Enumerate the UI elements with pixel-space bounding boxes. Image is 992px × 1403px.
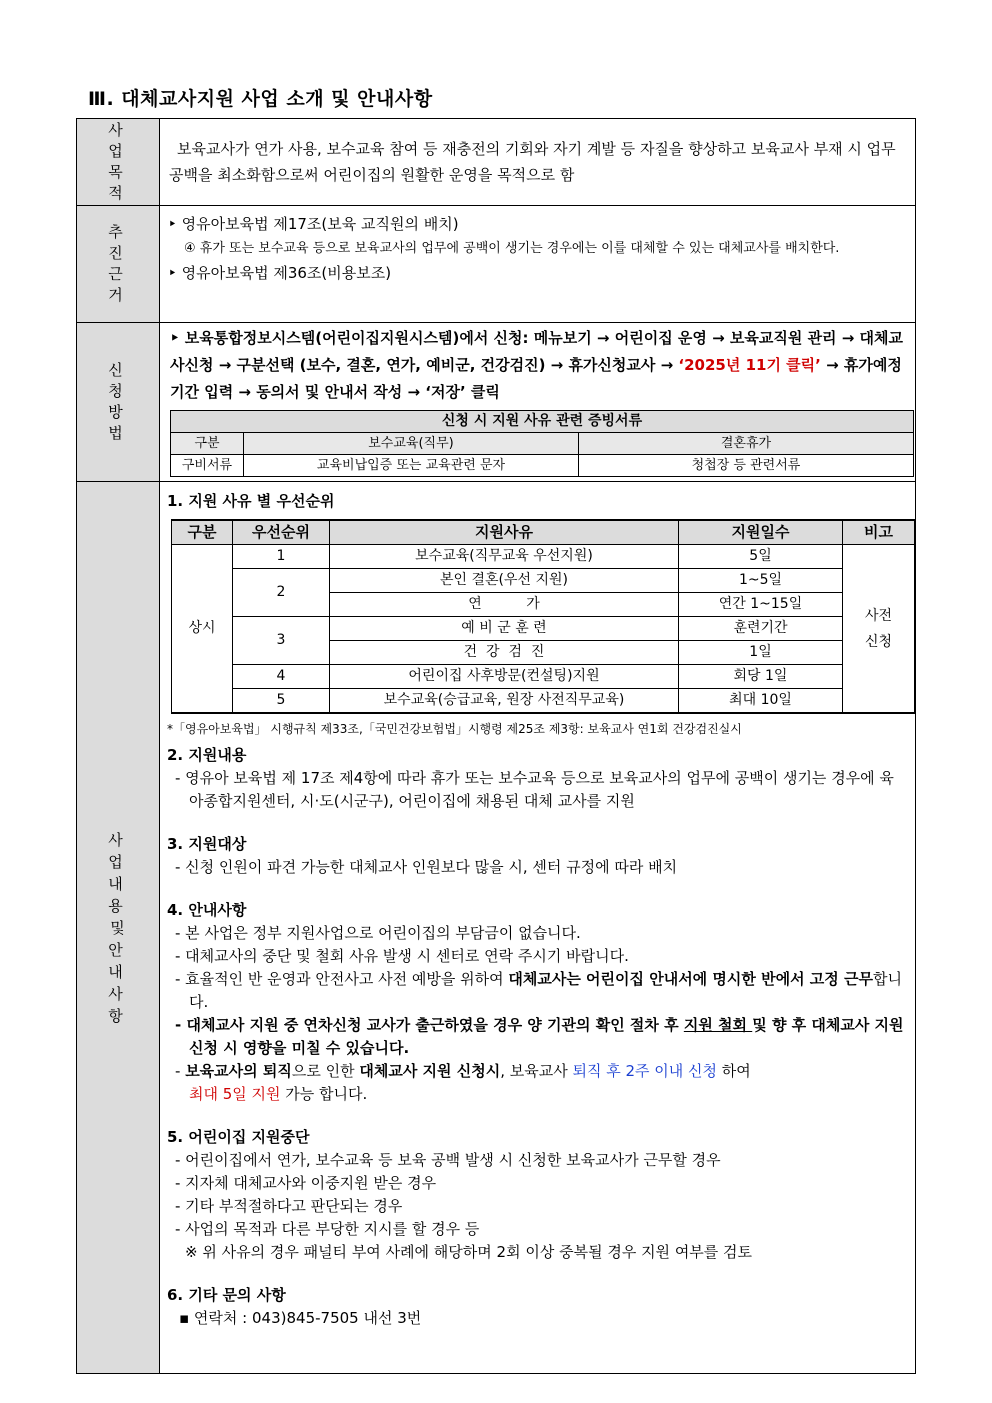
priority-days: 최대 10일 [679, 689, 843, 714]
priority-days: 연간 1~15일 [679, 593, 843, 617]
priority-reason: 보수교육(승급교육, 원장 사전직무교육) [330, 689, 679, 714]
basis-content [160, 206, 916, 323]
contact-info: ▪ 연락처 : 043)845-7505 내선 3번 [179, 1309, 422, 1327]
priority-reason: 본인 결혼(우선 지원) [330, 569, 679, 593]
priority-days: 훈련기간 [679, 617, 843, 641]
priority-reason: 연 가 [330, 593, 679, 617]
priority-days: 5일 [679, 545, 843, 569]
priority-header-1: 우선순위 [233, 520, 330, 545]
priority-days: 회당 1일 [679, 665, 843, 689]
priority-reason: 건 강 검 진 [330, 641, 679, 665]
stop-reason-3: - 기타 부적절하다고 판단되는 경우 [175, 1197, 403, 1215]
law-2: ‣ 영유아보육법 제36조(비용보조) [168, 264, 392, 282]
priority-reason: 어린이집 사후방문(컨설팅)지원 [330, 665, 679, 689]
priority-rank: 3 [233, 617, 330, 665]
apply-content [160, 323, 916, 482]
stop-reason-2: - 지자체 대체교사와 이중지원 받은 경우 [175, 1174, 437, 1192]
purpose-label: 사 업 목 적 [77, 119, 160, 206]
priority-reason: 보수교육(직무교육 우선지원) [330, 545, 679, 569]
priority-footnote: *「영유아보육법」 시행규칙 제33조,「국민건강보험법」시행령 제25조 제3항: 보육교사 연1회 건강검진실시 [167, 722, 742, 736]
priority-table [171, 519, 915, 714]
evidence-col-2: 결혼휴가 [579, 433, 914, 455]
content-body [160, 482, 916, 1374]
section-2-title: 2. 지원내용 [167, 746, 247, 764]
priority-header-4: 비고 [843, 520, 915, 545]
priority-rank: 2 [233, 569, 330, 617]
evidence-doc-2: 청첩장 등 관련서류 [579, 455, 914, 477]
notice-3: - 효율적인 반 운영과 안전사고 사전 예방을 위하여 대체교사는 어린이집 안내서에 명시한 반에서 고정 근무합니다. [175, 970, 902, 1011]
info-table [76, 118, 916, 1374]
priority-group: 상시 [172, 545, 233, 714]
priority-rank: 4 [233, 665, 330, 689]
law-1-item: ④ 휴가 또는 보수교육 등으로 보육교사의 업무에 공백이 생기는 경우에는 이를 대체할 수 있는 대체교사를 배치한다. [184, 241, 840, 256]
priority-days: 1~5일 [679, 569, 843, 593]
stop-reason-1: - 어린이집에서 연가, 보수교육 등 보육 공백 발생 시 신청한 보육교사가 근무할 경우 [175, 1151, 721, 1169]
priority-days: 1일 [679, 641, 843, 665]
content-label: 사 업 내 용 및 안 내 사 항 [77, 482, 160, 1374]
page-title: Ⅲ. 대체교사지원 사업 소개 및 안내사항 [88, 88, 433, 110]
evidence-col-1: 보수교육(직무) [244, 433, 579, 455]
priority-rank: 1 [233, 545, 330, 569]
apply-label: 신 청 방 법 [77, 323, 160, 482]
notice-2: - 대체교사의 중단 및 철회 사유 발생 시 센터로 연락 주시기 바랍니다. [175, 947, 629, 965]
evidence-header: 신청 시 지원 사유 관련 증빙서류 [171, 411, 914, 433]
basis-label: 추 진 근 거 [77, 206, 160, 323]
priority-rank: 5 [233, 689, 330, 714]
priority-header-3: 지원일수 [679, 520, 843, 545]
section-5-title: 5. 어린이집 지원중단 [167, 1128, 310, 1146]
notice-5: - 보육교사의 퇴직으로 인한 대체교사 지원 신청시, 보육교사 퇴직 후 2주 이내 신청 하여 최대 5일 지원 가능 합니다. [175, 1062, 751, 1103]
evidence-col-0: 구분 [171, 433, 244, 455]
notice-4: - 대체교사 지원 중 연차신청 교사가 출근하였을 경우 양 기관의 확인 절차 후 지원 철회 및 향 후 대체교사 지원 신청 시 영향을 미칠 수 있습니다. [175, 1016, 904, 1057]
law-1: ‣ 영유아보육법 제17조(보육 교직원의 배치) [168, 215, 459, 233]
section-4-title: 4. 안내사항 [167, 901, 247, 919]
notice-1: - 본 사업은 정부 지원사업으로 어린이집의 부담금이 없습니다. [175, 924, 581, 942]
section-3-text: - 신청 인원이 파견 가능한 대체교사 인원보다 많을 시, 센터 규정에 따라 배치 [175, 858, 678, 876]
evidence-doc-1: 교육비납입증 또는 교육관련 문자 [244, 455, 579, 477]
priority-reason: 예 비 군 훈 련 [330, 617, 679, 641]
section-3-title: 3. 지원대상 [167, 835, 247, 853]
priority-header-0: 구분 [172, 520, 233, 545]
evidence-table [170, 410, 914, 477]
stop-note: ※ 위 사유의 경우 패널티 부여 사례에 해당하며 2회 이상 중복될 경우 지원 여부를 검토 [185, 1243, 753, 1261]
apply-steps: ‣ 보육통합정보시스템(어린이집지원시스템)에서 신청: 메뉴보기 → 어린이집 운영 → 보육교직원 관리 → 대체교사신청 → 구분선택 (보수, 결혼, 연가, 예비군, 건강검진) → 휴가신청교사 → ‘2025년 11기 클릭’ → 휴가예정기간 입력 → 동의서 및 안내서 작성 → ‘저장’ 클릭 [170, 329, 904, 401]
apply-highlight: ‘2025년 11기 클릭’ [678, 356, 821, 374]
section-6-title: 6. 기타 문의 사항 [167, 1286, 286, 1304]
stop-reason-4: - 사업의 목적과 다른 부당한 지시를 할 경우 등 [175, 1220, 480, 1238]
priority-note: 사전 신청 [843, 545, 915, 714]
evidence-row-label: 구비서류 [171, 455, 244, 477]
section-2-text: - 영유아 보육법 제 17조 제4항에 따라 휴가 또는 보수교육 등으로 보육교사의 업무에 공백이 생기는 경우에 육아종합지원센터, 시·도(시군구), 어린이집에 채용된 대체 교사를 지원 [175, 769, 894, 810]
purpose-text: 보육교사가 연가 사용, 보수교육 참여 등 재충전의 기회와 자기 계발 등 자질을 향상하고 보육교사 부재 시 업무 공백을 최소화함으로써 어린이집의 원활한 운영을 목적으로 함 [160, 119, 916, 206]
priority-header-2: 지원사유 [330, 520, 679, 545]
section-1-title: 1. 지원 사유 별 우선순위 [167, 492, 335, 510]
